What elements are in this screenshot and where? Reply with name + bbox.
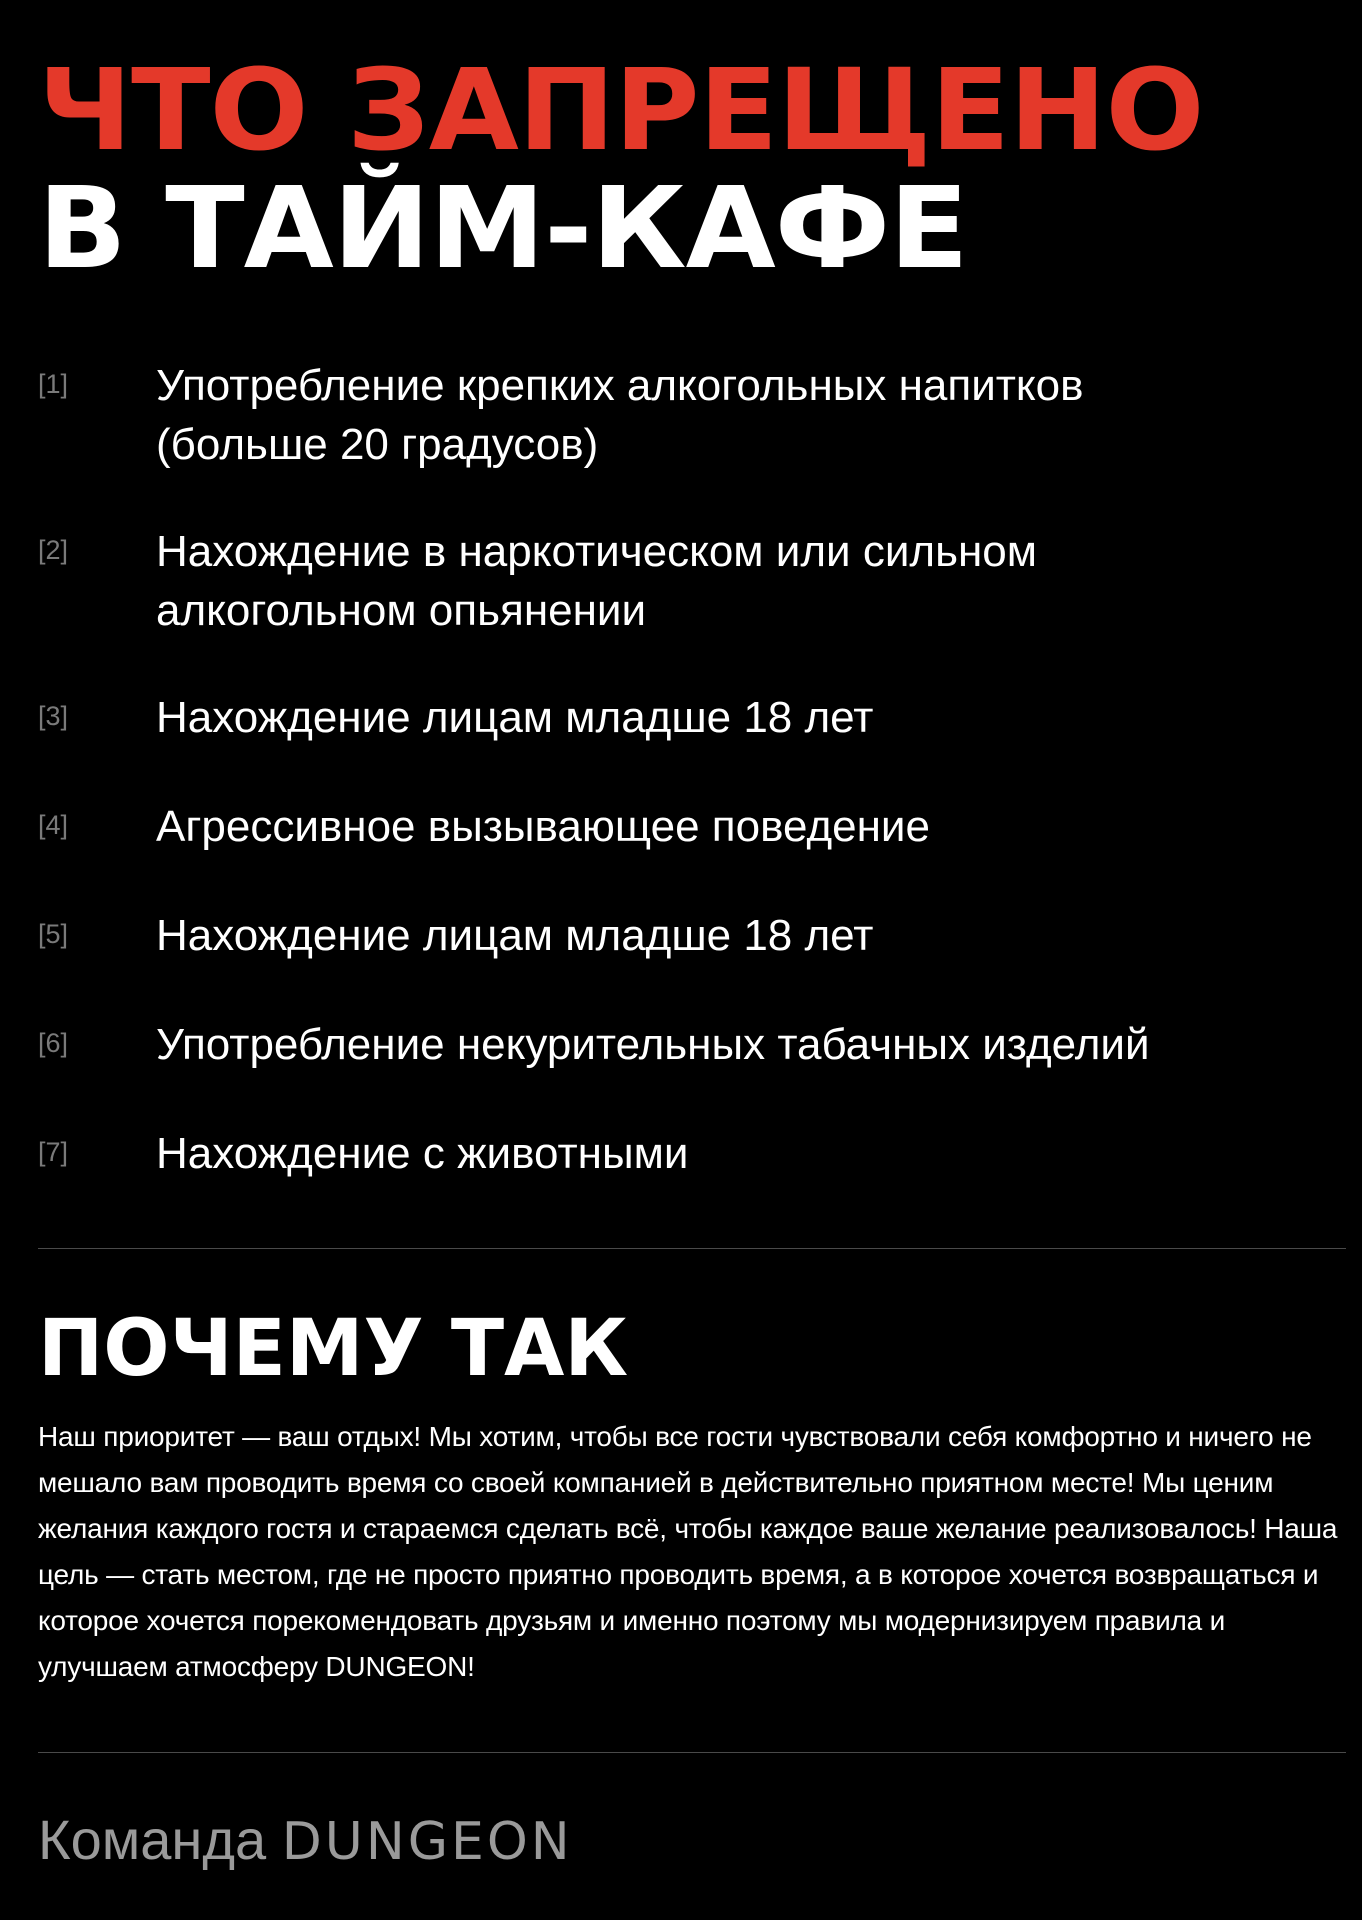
section-paragraph: Наш приоритет — ваш отдых! Мы хотим, чтобы все гости чувствовали себя комфортно и ничего не мешало вам проводить время со своей компанией в действительно приятном месте! Мы ценим желания каждого гостя и стараемся сделать всё, чтобы каждое ваше желание реализовалось! Наша цель — стать местом, где не просто приятно проводить время, а в которое хочется возвращаться и которое хочется порекомендовать друзьям и именно поэтому мы модернизируем правила и улучшаем атмосферу DUNGEON!: [38, 1421, 1338, 1682]
rule-number: [7]: [38, 1137, 69, 1167]
rule-number: [6]: [38, 1028, 69, 1058]
signature-brand: DUNGEON: [281, 1812, 573, 1872]
rule-text: Агрессивное вызывающее поведение: [156, 802, 930, 851]
rule-text: Нахождение лицам младше 18 лет: [156, 693, 874, 742]
rule-item-3: [38, 688, 1328, 747]
rule-item-1: [38, 356, 1328, 474]
rule-text: Нахождение с животными: [156, 1129, 689, 1178]
rule-number: [3]: [38, 701, 69, 731]
rule-number: [2]: [38, 535, 69, 565]
signature: [38, 1808, 573, 1874]
rule-text: Нахождение в наркотическом или сильном алкогольном опьянении: [156, 527, 1038, 635]
rule-number: [1]: [38, 369, 69, 399]
title-line-main: В ТАЙМ-КАФЕ: [38, 164, 968, 294]
divider: [38, 1752, 1346, 1753]
signature-prefix: Команда: [38, 1808, 267, 1871]
rule-text: Нахождение лицам младше 18 лет: [156, 911, 874, 960]
rule-number: [5]: [38, 919, 69, 949]
rule-number: [4]: [38, 810, 69, 840]
rules-list: [38, 356, 1328, 1183]
rule-text: Употребление крепких алкогольных напитков (больше 20 градусов): [156, 361, 1084, 469]
rule-item-6: [38, 1015, 1328, 1074]
divider: [38, 1248, 1346, 1249]
title-line-accent: ЧТО ЗАПРЕЩЕНО: [38, 46, 1204, 176]
rule-text: Употребление некурительных табачных изделий: [156, 1020, 1150, 1069]
page-title: [38, 46, 1204, 294]
rule-item-7: [38, 1124, 1328, 1183]
section-title: ПОЧЕМУ ТАК: [38, 1304, 629, 1394]
rule-item-4: [38, 797, 1328, 856]
rule-item-5: [38, 906, 1328, 965]
rule-item-2: [38, 522, 1328, 640]
